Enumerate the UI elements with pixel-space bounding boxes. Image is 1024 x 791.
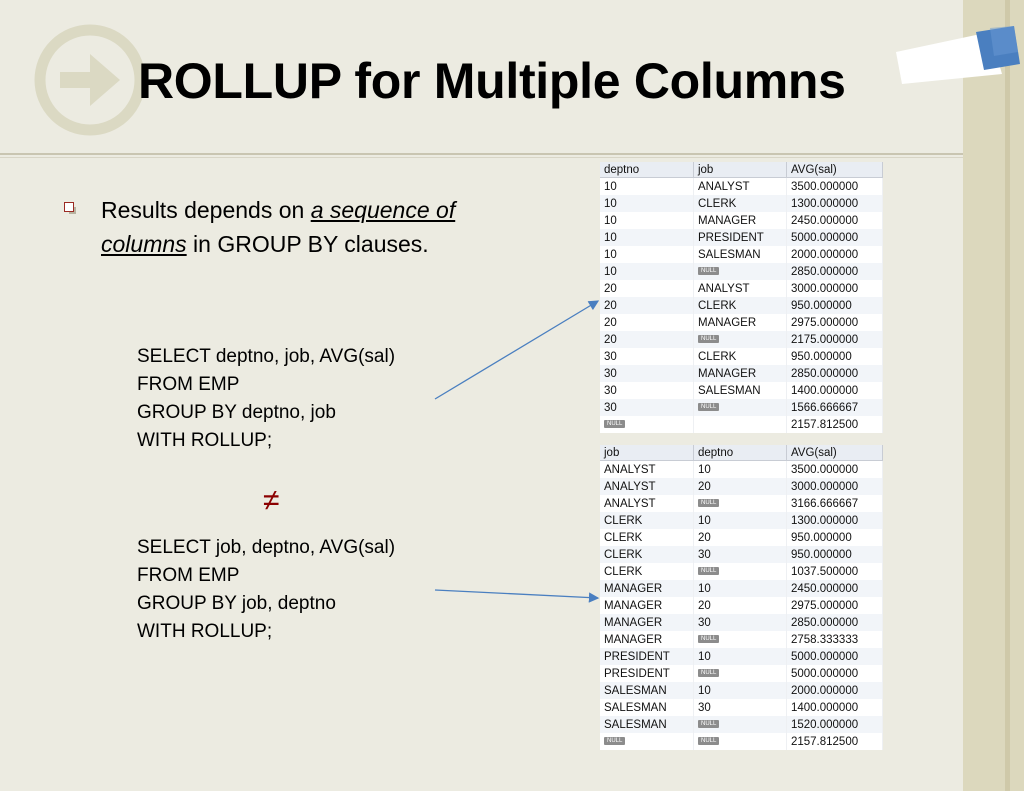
bullet-text (101, 193, 521, 261)
table-cell: 1566.666667 (786, 399, 882, 416)
table-cell: 950.000000 (786, 529, 882, 546)
table-cell: 950.000000 (786, 348, 882, 365)
bullet-emphasis: a sequence of columns (101, 197, 456, 257)
column-header: deptno (693, 445, 786, 461)
query-2-line: GROUP BY job, deptno (137, 593, 336, 614)
table-cell: 2850.000000 (786, 263, 882, 280)
table-cell: 1037.500000 (786, 563, 882, 580)
table-cell (693, 263, 786, 280)
not-equal-sign: ≠ (263, 484, 280, 517)
table-cell: 10 (693, 648, 786, 665)
table-cell: 30 (693, 546, 786, 563)
table-row (600, 246, 883, 263)
table-cell: 10 (600, 212, 693, 229)
query-2-line: WITH ROLLUP; (137, 621, 273, 642)
query-1-line: GROUP BY deptno, job (137, 402, 336, 423)
table-cell: 1400.000000 (786, 382, 882, 399)
table-cell: SALESMAN (600, 716, 693, 733)
table-cell: 10 (600, 263, 693, 280)
table-cell: MANAGER (600, 580, 693, 597)
table-cell: 2450.000000 (786, 580, 882, 597)
table-row (600, 546, 883, 563)
table-cell: CLERK (693, 195, 786, 212)
table-cell: 20 (693, 478, 786, 495)
query-1 (137, 343, 395, 455)
table-cell: 5000.000000 (786, 229, 882, 246)
null-badge: NULL (698, 737, 719, 745)
table-cell: PRESIDENT (693, 229, 786, 246)
table-cell: 10 (693, 461, 786, 479)
table-cell: 2000.000000 (786, 682, 882, 699)
table-cell (693, 563, 786, 580)
table-cell: SALESMAN (600, 682, 693, 699)
arrow-circle-icon (34, 24, 146, 136)
table-row (600, 563, 883, 580)
table-cell: 2975.000000 (786, 314, 882, 331)
table-cell: 2157.812500 (786, 416, 882, 433)
table-cell: 30 (600, 382, 693, 399)
table-header-row (600, 162, 883, 178)
bullet-square-icon (64, 202, 74, 212)
table-cell: CLERK (693, 297, 786, 314)
table-cell: SALESMAN (693, 382, 786, 399)
table-cell (600, 416, 693, 433)
table-cell: 3000.000000 (786, 478, 882, 495)
table-row (600, 665, 883, 682)
right-decorative-band (963, 0, 1024, 791)
table-cell: 3500.000000 (786, 178, 882, 196)
table-cell: 20 (693, 529, 786, 546)
table-cell: 3000.000000 (786, 280, 882, 297)
table-cell: ANALYST (600, 478, 693, 495)
bullet-prefix: Results depends on (101, 197, 311, 223)
table-cell: 10 (693, 682, 786, 699)
title-divider-thin (0, 157, 963, 158)
table-cell (600, 733, 693, 750)
table-cell: 30 (600, 399, 693, 416)
table-row (600, 365, 883, 382)
null-badge: NULL (604, 737, 625, 745)
table-row (600, 614, 883, 631)
table-cell: MANAGER (600, 631, 693, 648)
table-cell: 2758.333333 (786, 631, 882, 648)
table-row (600, 682, 883, 699)
table-cell: 950.000000 (786, 546, 882, 563)
table-cell: 10 (693, 580, 786, 597)
table-cell: CLERK (600, 529, 693, 546)
right-band-edge (1005, 0, 1010, 791)
query-1-line: SELECT deptno, job, AVG(sal) (137, 346, 396, 367)
table-cell (693, 416, 786, 433)
table-row (600, 597, 883, 614)
table-cell: MANAGER (693, 212, 786, 229)
table-cell: 20 (600, 331, 693, 348)
table-cell: 1300.000000 (786, 512, 882, 529)
table-cell: 30 (693, 614, 786, 631)
rollup-result-table-1 (600, 162, 883, 433)
null-badge: NULL (698, 267, 719, 275)
table-row (600, 314, 883, 331)
blue-flag-icon (890, 22, 1024, 92)
table-row (600, 297, 883, 314)
null-badge: NULL (604, 420, 625, 428)
table-cell: PRESIDENT (600, 648, 693, 665)
table-cell: 2850.000000 (786, 365, 882, 382)
table-cell: 2175.000000 (786, 331, 882, 348)
table-cell: MANAGER (693, 365, 786, 382)
column-header: job (693, 162, 786, 178)
table-cell: 20 (600, 314, 693, 331)
table-cell: 30 (600, 365, 693, 382)
null-badge: NULL (698, 669, 719, 677)
table-row (600, 512, 883, 529)
table-cell: 2850.000000 (786, 614, 882, 631)
table-row (600, 580, 883, 597)
table-row (600, 229, 883, 246)
query-1-line: FROM EMP (137, 374, 240, 395)
table-cell (693, 665, 786, 682)
table-row (600, 461, 883, 479)
title-divider (0, 153, 963, 155)
table-row (600, 195, 883, 212)
table-row (600, 631, 883, 648)
table-row (600, 699, 883, 716)
table-cell (693, 399, 786, 416)
table-header-row (600, 445, 883, 461)
table-cell (693, 733, 786, 750)
table-cell: CLERK (600, 512, 693, 529)
table-cell: 10 (600, 195, 693, 212)
table-cell (693, 716, 786, 733)
table-row (600, 648, 883, 665)
table-cell (693, 631, 786, 648)
slide-title: ROLLUP for Multiple Columns (138, 53, 846, 109)
column-header: deptno (600, 162, 693, 178)
table-cell: 1300.000000 (786, 195, 882, 212)
table-row (600, 495, 883, 512)
table-cell: MANAGER (600, 614, 693, 631)
table-row (600, 382, 883, 399)
query-2 (137, 534, 395, 646)
table-cell: 5000.000000 (786, 648, 882, 665)
null-badge: NULL (698, 335, 719, 343)
table-cell: 20 (600, 280, 693, 297)
table-row (600, 280, 883, 297)
table-row (600, 478, 883, 495)
table-cell: CLERK (600, 546, 693, 563)
table-row (600, 331, 883, 348)
table-cell: SALESMAN (600, 699, 693, 716)
table-row (600, 733, 883, 750)
table-cell: CLERK (693, 348, 786, 365)
table-cell: ANALYST (600, 461, 693, 479)
table-cell: 2000.000000 (786, 246, 882, 263)
table-cell: 30 (693, 699, 786, 716)
query-2-line: FROM EMP (137, 565, 240, 586)
table-cell: 1400.000000 (786, 699, 882, 716)
table-cell: 2450.000000 (786, 212, 882, 229)
null-badge: NULL (698, 635, 719, 643)
table-cell: 30 (600, 348, 693, 365)
table-cell: 10 (600, 229, 693, 246)
table-row (600, 178, 883, 196)
table-row (600, 529, 883, 546)
table-row (600, 212, 883, 229)
table-cell: 10 (600, 178, 693, 196)
table-cell: MANAGER (600, 597, 693, 614)
null-badge: NULL (698, 403, 719, 411)
table-cell: ANALYST (600, 495, 693, 512)
table-cell: SALESMAN (693, 246, 786, 263)
table-cell: 20 (600, 297, 693, 314)
table-row (600, 348, 883, 365)
bullet-suffix: in GROUP BY clauses. (186, 231, 429, 257)
table-cell (693, 495, 786, 512)
query-1-line: WITH ROLLUP; (137, 430, 273, 451)
table-cell: 2157.812500 (786, 733, 882, 750)
column-header: AVG(sal) (786, 162, 882, 178)
arrow-to-table2 (435, 590, 598, 598)
table-cell: 3166.666667 (786, 495, 882, 512)
table-cell: 950.000000 (786, 297, 882, 314)
table-cell: ANALYST (693, 178, 786, 196)
table-cell: 3500.000000 (786, 461, 882, 479)
table-row (600, 416, 883, 433)
table-cell: CLERK (600, 563, 693, 580)
null-badge: NULL (698, 720, 719, 728)
column-header: job (600, 445, 693, 461)
query-2-line: SELECT job, deptno, AVG(sal) (137, 537, 396, 558)
table-cell: ANALYST (693, 280, 786, 297)
table-cell: 5000.000000 (786, 665, 882, 682)
column-header: AVG(sal) (786, 445, 882, 461)
table-cell: MANAGER (693, 314, 786, 331)
table-cell: 10 (600, 246, 693, 263)
null-badge: NULL (698, 499, 719, 507)
table-cell (693, 331, 786, 348)
table-row (600, 716, 883, 733)
table-cell: PRESIDENT (600, 665, 693, 682)
table-cell: 2975.000000 (786, 597, 882, 614)
table-cell: 20 (693, 597, 786, 614)
table-row (600, 399, 883, 416)
rollup-result-table-2 (600, 445, 883, 750)
table-cell: 10 (693, 512, 786, 529)
table-row (600, 263, 883, 280)
arrow-to-table1 (435, 301, 598, 399)
null-badge: NULL (698, 567, 719, 575)
table-cell: 1520.000000 (786, 716, 882, 733)
